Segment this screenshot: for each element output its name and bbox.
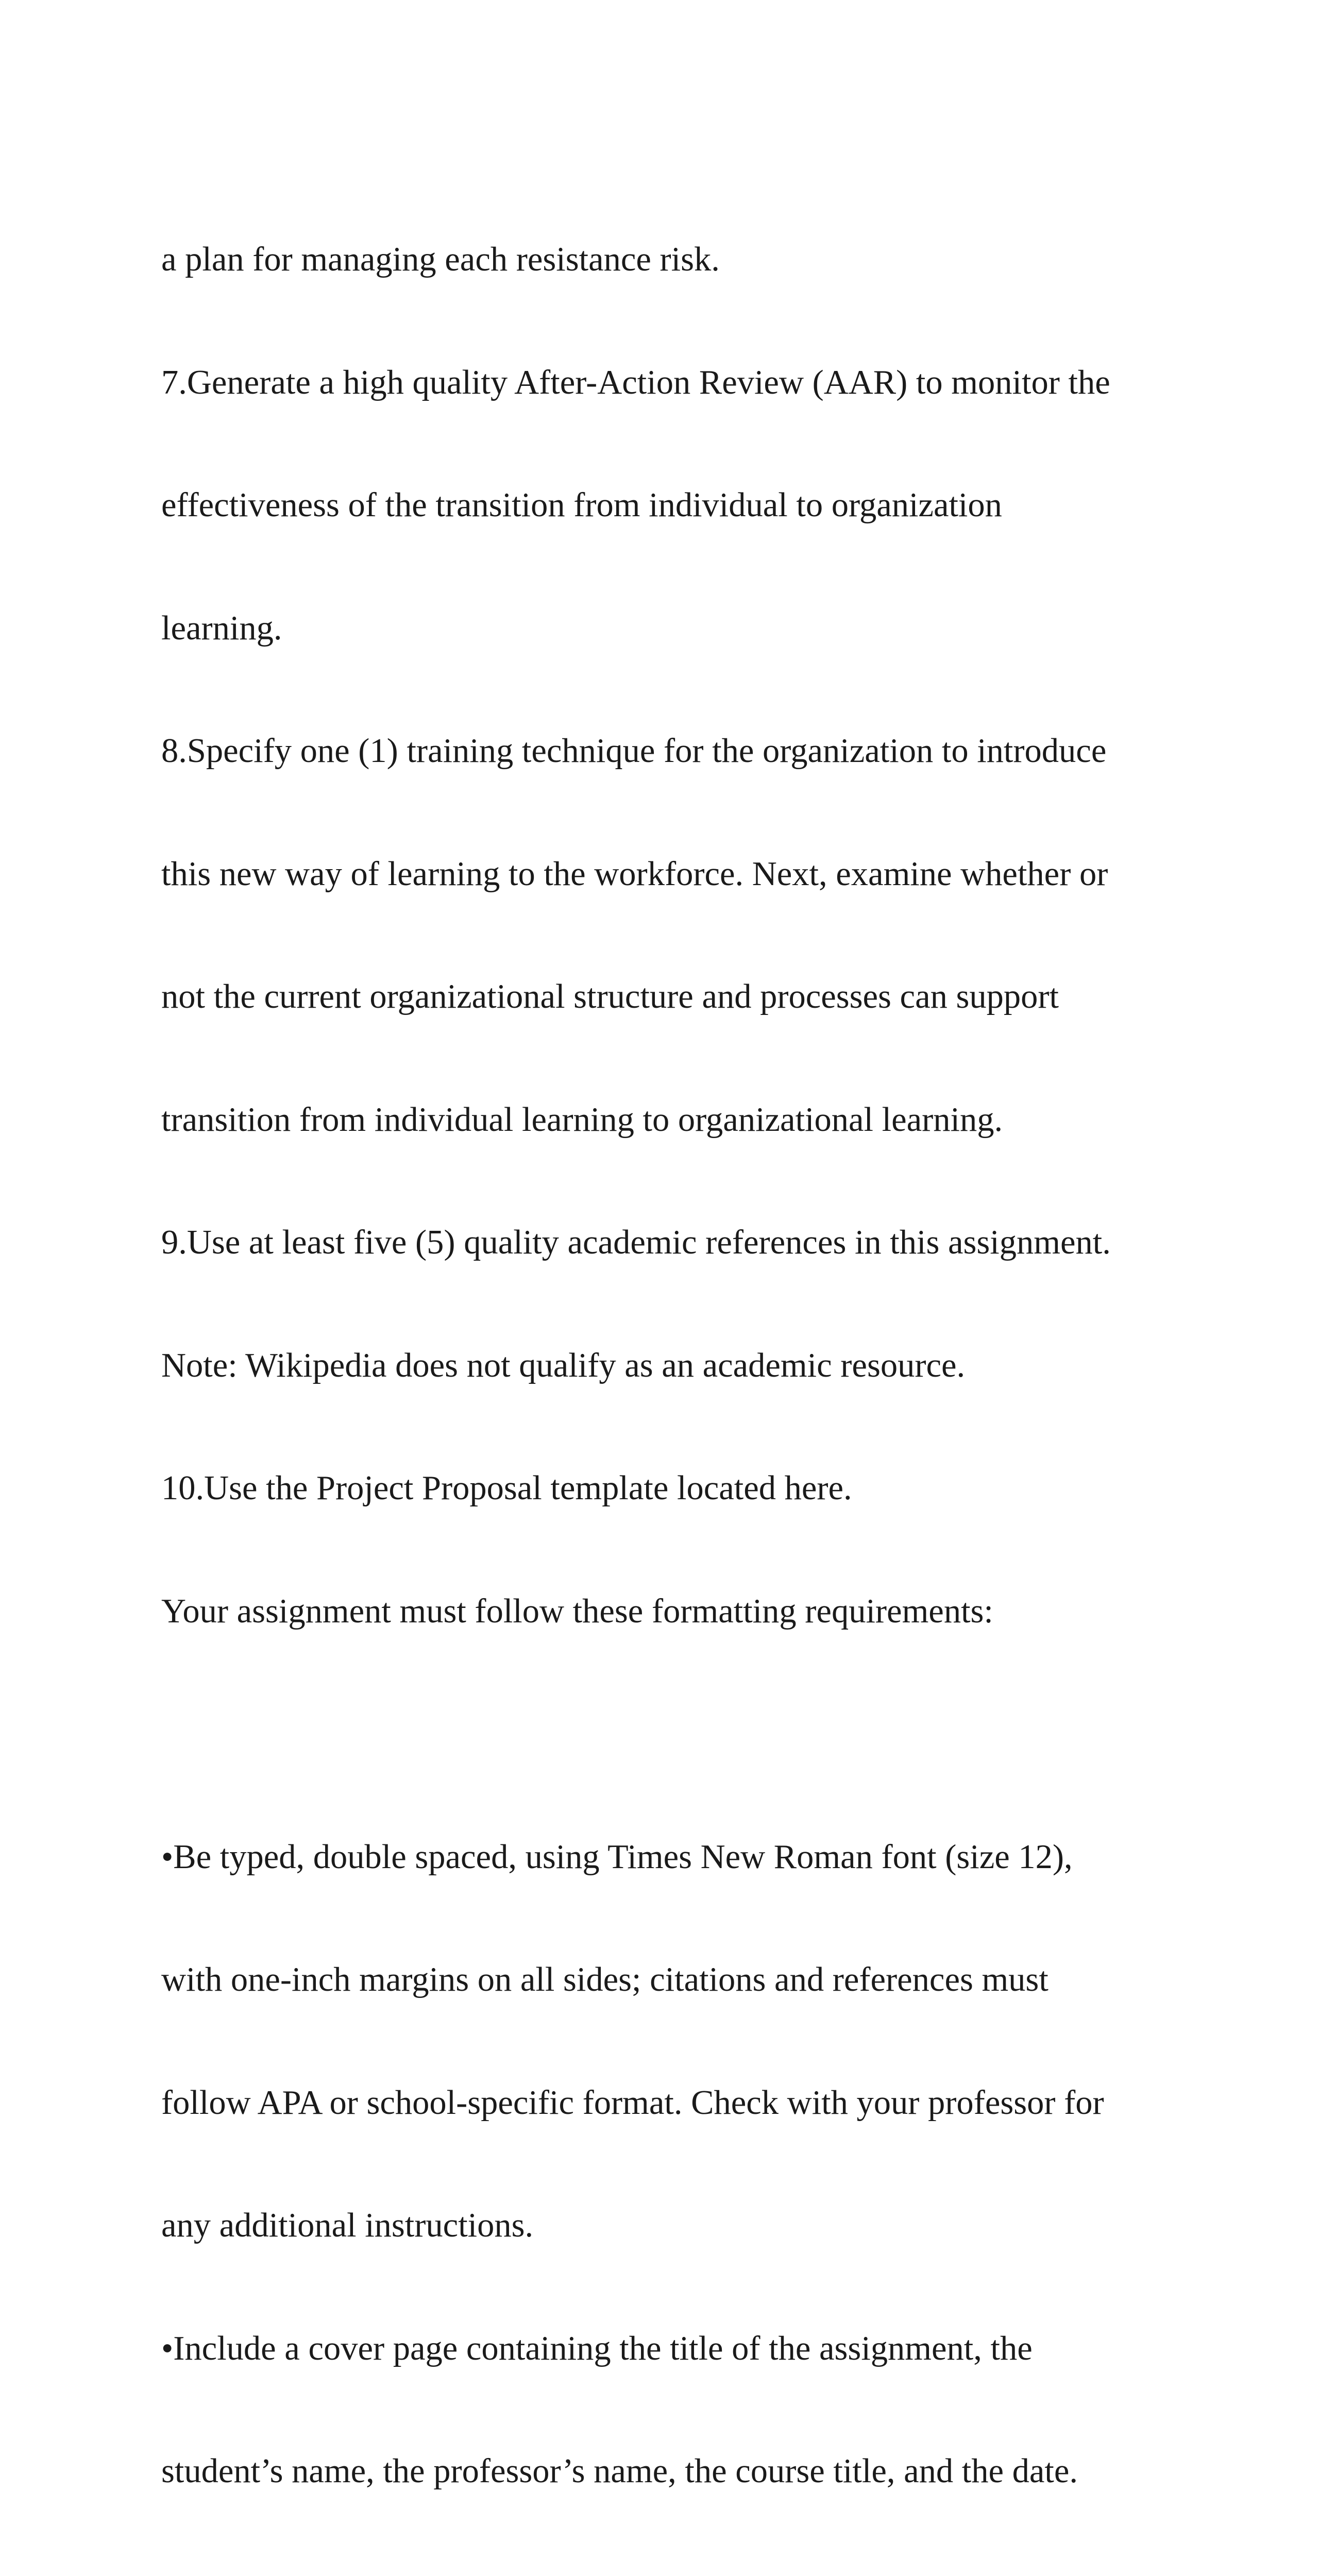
text-line: 10.Use the Project Proposal template located here.	[161, 1468, 1192, 1509]
blank-line	[161, 1714, 1192, 1755]
text-line: 9.Use at least five (5) quality academic references in this assignment.	[161, 1222, 1192, 1263]
document-body	[161, 157, 1192, 2576]
text-line: follow APA or school-specific format. Check with your professor for	[161, 2082, 1192, 2124]
text-line: transition from individual learning to organizational learning.	[161, 1099, 1192, 1141]
text-line: •Be typed, double spaced, using Times New Roman font (size 12),	[161, 1837, 1192, 1878]
text-line: with one-inch margins on all sides; citations and references must	[161, 1959, 1192, 2001]
text-line: effectiveness of the transition from individual to organization	[161, 485, 1192, 526]
text-line: not the current organizational structure and processes can support	[161, 976, 1192, 1018]
text-line: student’s name, the professor’s name, the course title, and the date.	[161, 2451, 1192, 2492]
text-line: any additional instructions.	[161, 2205, 1192, 2246]
text-line: learning.	[161, 608, 1192, 649]
text-line: Note: Wikipedia does not qualify as an academic resource.	[161, 1345, 1192, 1386]
text-line: a plan for managing each resistance risk.	[161, 239, 1192, 280]
text-line: Your assignment must follow these formatting requirements:	[161, 1591, 1192, 1632]
text-line: 8.Specify one (1) training technique for the organization to introduce	[161, 731, 1192, 772]
text-line: this new way of learning to the workforce. Next, examine whether or	[161, 854, 1192, 895]
text-line	[161, 2574, 1192, 2576]
text-line: 7.Generate a high quality After-Action Review (AAR) to monitor the	[161, 362, 1192, 403]
text-line: •Include a cover page containing the title of the assignment, the	[161, 2328, 1192, 2369]
